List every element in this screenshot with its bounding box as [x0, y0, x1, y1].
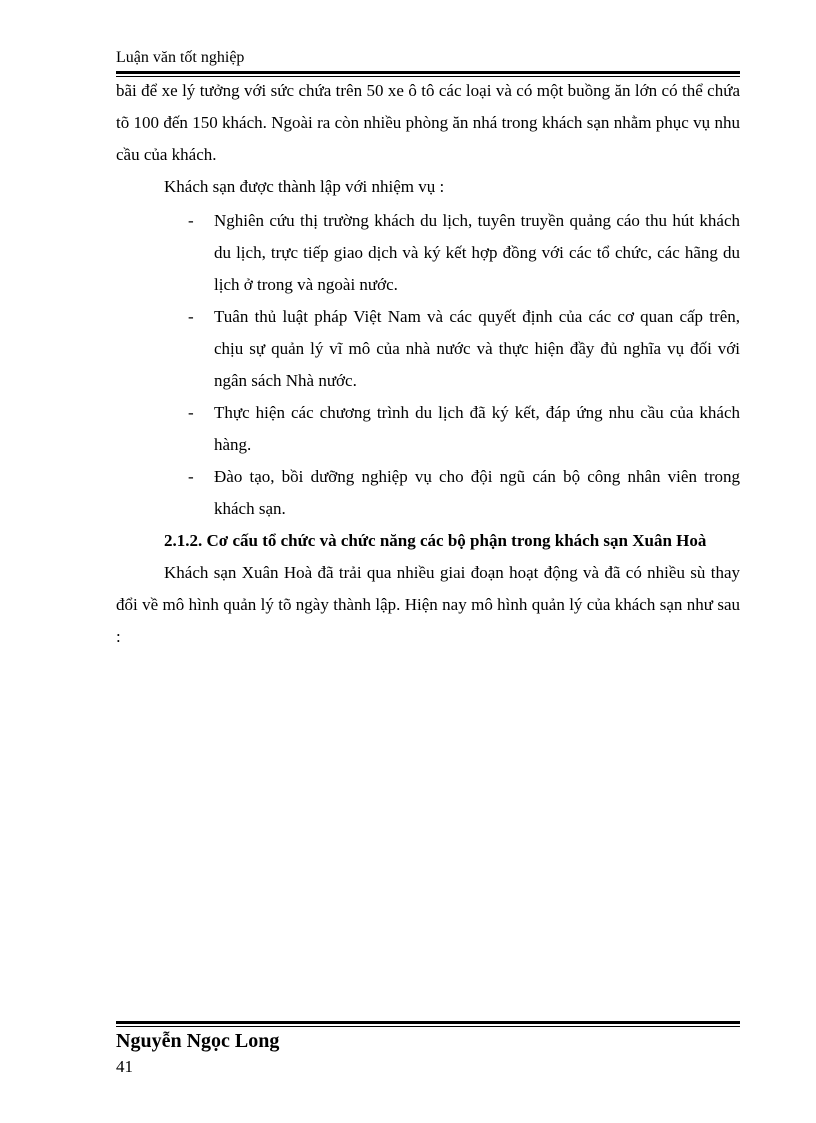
mission-item [116, 301, 740, 397]
mission-intro: Khách sạn được thành lập với nhiệm vụ : [164, 177, 445, 196]
mission-item [116, 461, 740, 525]
footer-rule-thick [116, 1021, 740, 1024]
author-name: Nguyễn Ngọc Long [116, 1030, 280, 1052]
mission-text: Đào tạo, bồi dưỡng nghiệp vụ cho đội ngũ cán bộ công nhân viên trong khách sạn. [214, 467, 740, 518]
bullet-marker: - [188, 467, 194, 486]
section-paragraph: Khách sạn Xuân Hoà đã trải qua nhiều giai đoạn hoạt động và đã có nhiều sù thay đổi về mô hình quản lý tõ ngày thành lập. Hiện nay mô hình quản lý của khách sạn như sau : [116, 563, 740, 646]
header-rule-thick [116, 71, 740, 74]
document-body [116, 75, 740, 653]
mission-text: Nghiên cứu thị trường khách du lịch, tuyên truyền quảng cáo thu hút khách du lịch, trực tiếp giao dịch và ký kết hợp đồng với các tổ chức, các hãng du lịch ở trong và ngoài nước. [214, 211, 740, 294]
section-heading: 2.1.2. Cơ cấu tổ chức và chức năng các bộ phận trong khách sạn Xuân Hoà [164, 531, 707, 550]
intro-paragraph: bãi để xe lý tưởng với sức chứa trên 50 xe ô tô các loại và có một buồng ăn lớn có thể chứa tõ 100 đến 150 khách. Ngoài ra còn nhiều phòng ăn nhá trong khách sạn nhằm phục vụ nhu cầu của khách. [116, 81, 740, 164]
bullet-marker: - [188, 211, 194, 230]
bullet-marker: - [188, 307, 194, 326]
mission-item [116, 397, 740, 461]
mission-text: Tuân thủ luật pháp Việt Nam và các quyết định của các cơ quan cấp trên, chịu sự quản lý vĩ mô của nhà nước và thực hiện đầy đủ nghĩa vụ đối với ngân sách Nhà nước. [214, 307, 740, 390]
mission-text: Thực hiện các chương trình du lịch đã ký kết, đáp ứng nhu cầu của khách hàng. [214, 403, 740, 454]
mission-list [116, 205, 740, 525]
page-number: 41 [116, 1057, 133, 1076]
bullet-marker: - [188, 403, 194, 422]
header-title: Luận văn tốt nghiệp [116, 49, 245, 66]
footer-rule-thin [116, 1026, 740, 1027]
mission-item [116, 205, 740, 301]
